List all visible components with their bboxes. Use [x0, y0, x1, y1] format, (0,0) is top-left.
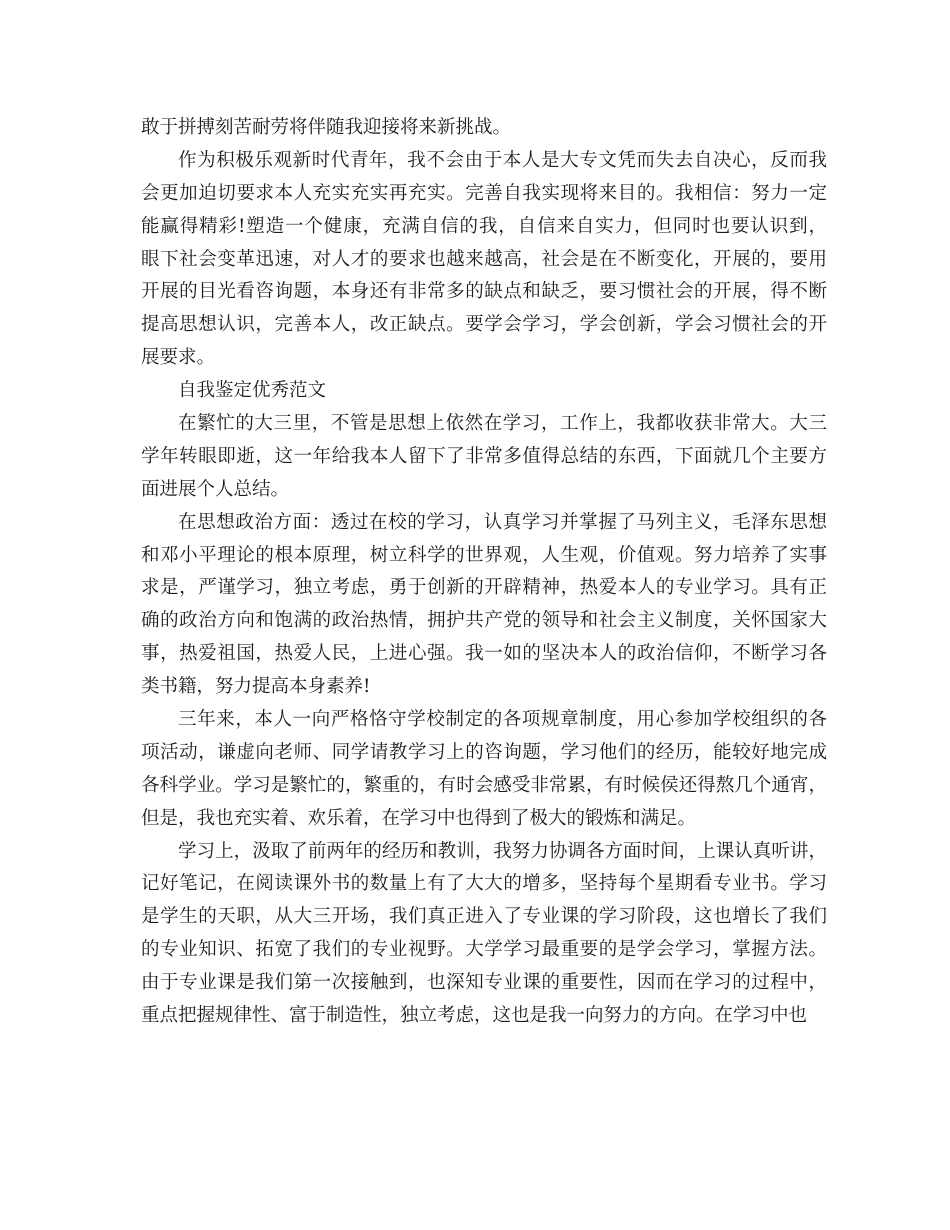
text-line: 重点把握规律性、富于制造性，独立考虑，这也是我一向努力的方向。在学习中也 — [141, 1005, 808, 1027]
text-line: 是学生的天职，从大三开场，我们真正进入了专业课的学习阶段，这也增长了我们 — [141, 906, 827, 928]
text-line: 确的政治方向和饱满的政治热情，拥护共产党的领导和社会主义制度，关怀国家大 — [141, 610, 827, 632]
text-line: 提高思想认识，完善本人，改正缺点。要学会学习，学会创新，学会习惯社会的开 — [141, 314, 827, 336]
text-line: 的专业知识、拓宽了我们的专业视野。大学学习最重要的是学会学习，掌握方法。 — [141, 939, 827, 961]
text-line: 在繁忙的大三里，不管是思想上依然在学习，工作上，我都收获非常大。大三 — [178, 413, 827, 435]
text-line: 各科学业。学习是繁忙的，繁重的，有时会感受非常累，有时候侯还得熬几个通宵， — [141, 774, 827, 796]
text-line: 三年来，本人一向严格恪守学校制定的各项规章制度，用心参加学校组织的各 — [178, 709, 827, 731]
text-line: 会更加迫切要求本人充实充实再充实。完善自我实现将来目的。我相信：努力一定 — [141, 182, 827, 204]
text-line: 开展的目光看咨询题，本身还有非常多的缺点和缺乏，要习惯社会的开展，得不断 — [141, 281, 827, 303]
text-line: 眼下社会变革迅速，对人才的要求也越来越高，社会是在不断变化，开展的，要用 — [141, 248, 827, 270]
text-line: 由于专业课是我们第一次接触到，也深知专业课的重要性，因而在学习的过程中， — [141, 972, 827, 994]
text-line: 求是，严谨学习，独立考虑，勇于创新的开辟精神，热爱本人的专业学习。具有正 — [141, 577, 827, 599]
text-line: 项活动，谦虚向老师、同学请教学习上的咨询题，学习他们的经历，能较好地完成 — [141, 741, 827, 763]
text-line: 和邓小平理论的根本原理，树立科学的世界观，人生观，价值观。努力培养了实事 — [141, 544, 827, 566]
text-line: 学习上，汲取了前两年的经历和教训，我努力协调各方面时间，上课认真听讲， — [178, 840, 827, 862]
text-line: 但是，我也充实着、欢乐着，在学习中也得到了极大的锻炼和满足。 — [141, 807, 697, 829]
document-body — [141, 112, 827, 1033]
text-line: 敢于拼搏刻苦耐劳将伴随我迎接将来新挑战。 — [141, 117, 512, 138]
text-line: 在思想政治方面：透过在校的学习，认真学习并掌握了马列主义，毛泽东思想 — [178, 511, 827, 533]
text-line: 作为积极乐观新时代青年，我不会由于本人是大专文凭而失去自决心，反而我 — [178, 149, 827, 171]
text-line: 记好笔记，在阅读课外书的数量上有了大大的增多，坚持每个星期看专业书。学习 — [141, 873, 827, 895]
text-line: 展要求。 — [141, 347, 216, 369]
text-line: 学年转眼即逝，这一年给我本人留下了非常多值得总结的东西，下面就几个主要方 — [141, 445, 827, 467]
text-line: 类书籍，努力提高本身素养! — [141, 676, 371, 698]
text-line: 事，热爱祖国，热爱人民，上进心强。我一如的坚决本人的政治信仰，不断学习各 — [141, 643, 827, 665]
section-heading: 自我鉴定优秀范文 — [178, 380, 327, 402]
text-line: 面进展个人总结。 — [141, 478, 290, 500]
text-line: 能赢得精彩!塑造一个健康，充满自信的我，自信来自实力，但同时也要认识到， — [141, 215, 827, 237]
